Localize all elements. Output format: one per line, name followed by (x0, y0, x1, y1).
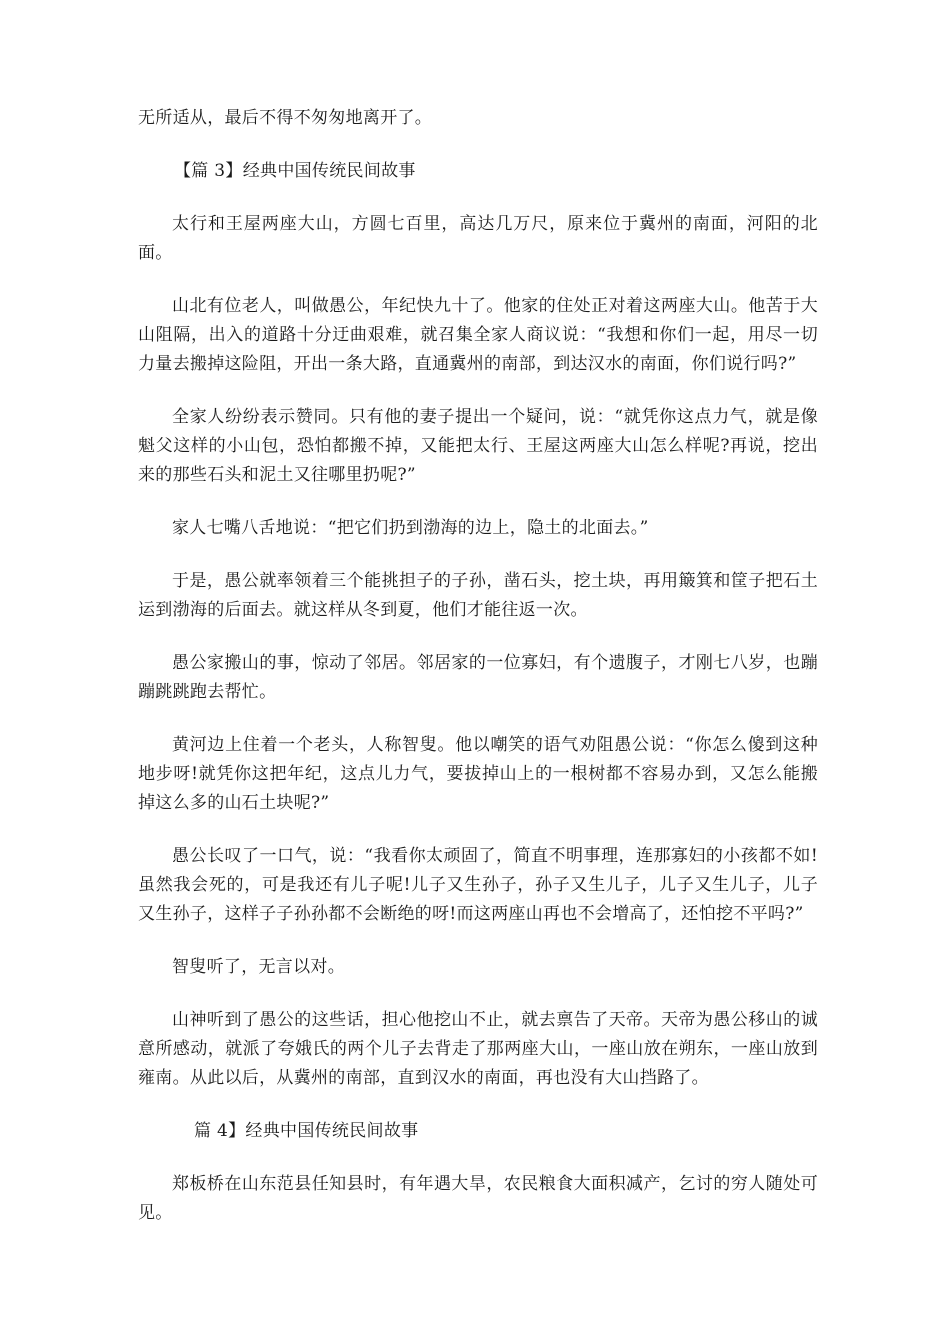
paragraph: 山北有位老人，叫做愚公，年纪快九十了。他家的住处正对着这两座大山。他苦于大山阻隔，出入的道路十分迂曲艰难，就召集全家人商议说：“我想和你们一起，用尽一切力量去搬掉这险阻，开出一条大路，直通冀州的南部，到达汉水的南面，你们说行吗?” (138, 296, 818, 374)
paragraph: 太行和王屋两座大山，方圆七百里，高达几万尺，原来位于冀州的南面，河阳的北面。 (138, 214, 818, 263)
paragraph: 于是，愚公就率领着三个能挑担子的子孙，凿石头，挖土块，再用簸箕和筐子把石土运到渤海的后面去。就这样从冬到夏，他们才能往返一次。 (138, 571, 818, 620)
section-heading-4: 篇 4】经典中国传统民间故事 (194, 1121, 419, 1141)
paragraph: 家人七嘴八舌地说：“把它们扔到渤海的边上，隐土的北面去。” (172, 518, 649, 538)
paragraph-continuation: 无所适从，最后不得不匆匆地离开了。 (138, 108, 433, 128)
paragraph: 愚公长叹了一口气，说：“我看你太顽固了，简直不明事理，连那寡妇的小孩都不如!虽然我会死的，可是我还有儿子呢!儿子又生孙子，孙子又生儿子，儿子又生儿子，儿子又生孙子，这样子子孙孙都不会断绝的呀!而这两座山再也不会增高了，还怕挖不平吗?” (138, 846, 818, 924)
paragraph: 山神听到了愚公的这些话，担心他挖山不止，就去禀告了天帝。天帝为愚公移山的诚意所感动，就派了夸娥氏的两个儿子去背走了那两座大山，一座山放在朔东，一座山放到雍南。从此以后，从冀州的南部，直到汉水的南面，再也没有大山挡路了。 (138, 1010, 818, 1088)
paragraph: 郑板桥在山东范县任知县时，有年遇大旱，农民粮食大面积减产，乞讨的穷人随处可见。 (138, 1174, 818, 1223)
paragraph: 智叟听了，无言以对。 (172, 957, 345, 977)
paragraph: 愚公家搬山的事，惊动了邻居。邻居家的一位寡妇，有个遗腹子，才刚七八岁，也蹦蹦跳跳跑去帮忙。 (138, 653, 818, 702)
paragraph: 黄河边上住着一个老头，人称智叟。他以嘲笑的语气劝阻愚公说：“你怎么傻到这种地步呀!就凭你这把年纪，这点儿力气，要拔掉山上的一根树都不容易办到，又怎么能搬掉这么多的山石土块呢?” (138, 735, 818, 813)
paragraph: 全家人纷纷表示赞同。只有他的妻子提出一个疑问，说：“就凭你这点力气，就是像魁父这样的小山包，恐怕都搬不掉，又能把太行、王屋这两座大山怎么样呢?再说，挖出来的那些石头和泥土又往哪里扔呢?” (138, 407, 818, 485)
section-heading-3: 【篇 3】经典中国传统民间故事 (174, 161, 416, 181)
document-page (138, 104, 818, 1252)
